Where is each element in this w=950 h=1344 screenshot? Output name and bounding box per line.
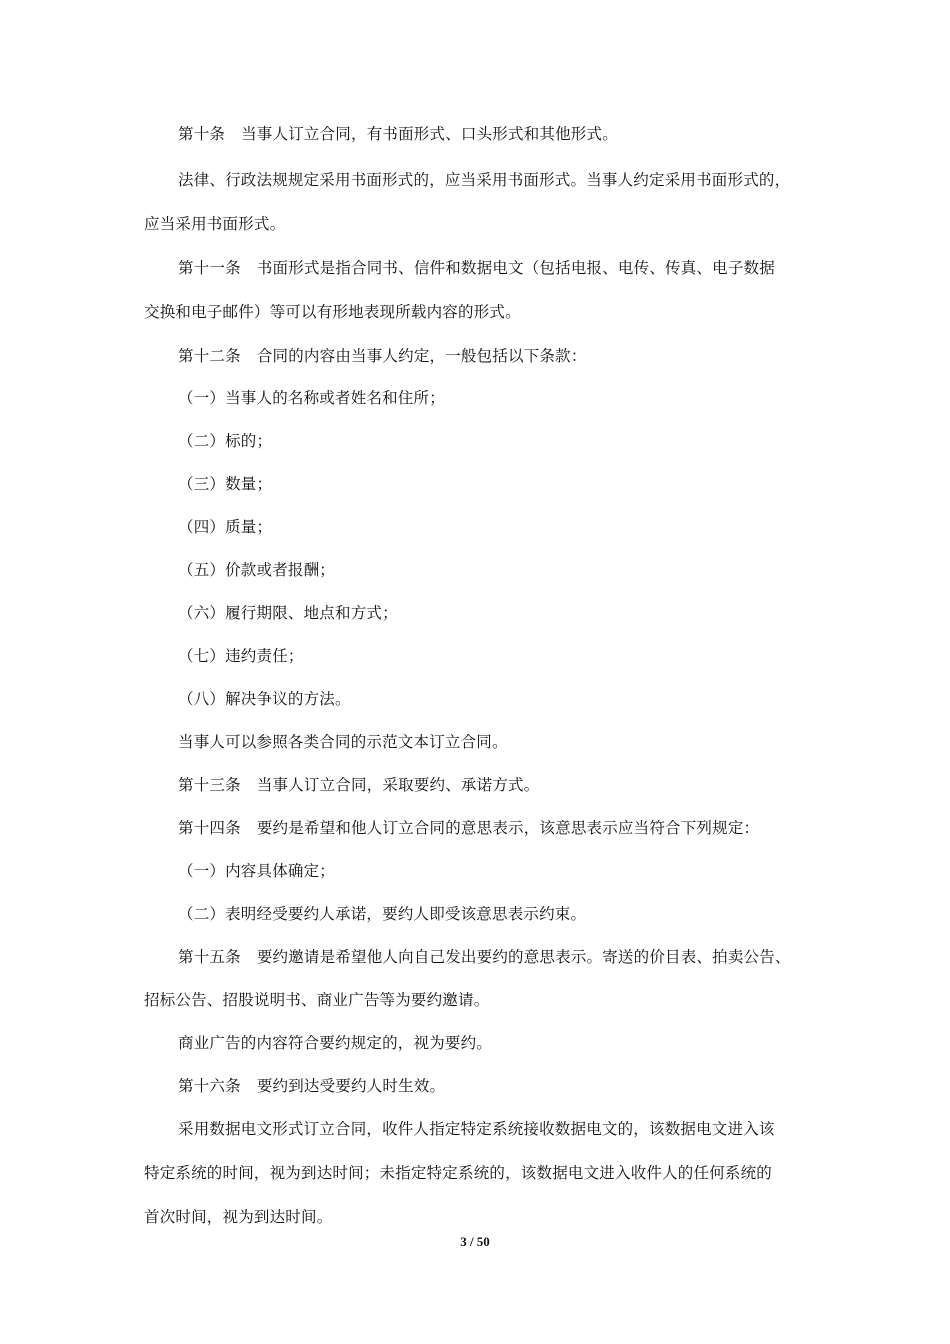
line-text: 要约到达受要约人时生效。 bbox=[256, 1077, 446, 1095]
paragraph-line bbox=[144, 212, 285, 236]
list-item bbox=[178, 386, 445, 410]
article-label: 第十六条 bbox=[178, 1077, 241, 1095]
article-10-line bbox=[178, 122, 618, 146]
paragraph-line bbox=[178, 168, 790, 192]
line-text: （八）解决争议的方法。 bbox=[178, 690, 351, 708]
line-text: 合同的内容由当事人约定，一般包括以下条款： bbox=[256, 347, 587, 365]
paragraph-line bbox=[178, 730, 508, 754]
line-text: 采用数据电文形式订立合同，收件人指定特定系统接收数据电文的，该数据电文进入该 bbox=[178, 1120, 775, 1138]
line-text: （一）内容具体确定； bbox=[178, 862, 336, 880]
list-item bbox=[178, 644, 304, 668]
paragraph-line bbox=[178, 1031, 492, 1055]
line-text: 商业广告的内容符合要约规定的，视为要约。 bbox=[178, 1034, 493, 1052]
line-text: （三）数量； bbox=[178, 475, 273, 493]
line-text: 当事人订立合同，采取要约、承诺方式。 bbox=[256, 776, 540, 794]
line-text: （七）违约责任； bbox=[178, 647, 304, 665]
article-label: 第十二条 bbox=[178, 347, 241, 365]
line-text: 特定系统的时间，视为到达时间；未指定特定系统的，该数据电文进入收件人的任何系统的 bbox=[144, 1164, 773, 1182]
line-text: （四）质量； bbox=[178, 518, 273, 536]
line-text: （二）标的； bbox=[178, 432, 273, 450]
article-label: 第十三条 bbox=[178, 776, 241, 794]
list-item bbox=[178, 558, 335, 582]
paragraph-line bbox=[144, 1161, 772, 1185]
line-text: 要约邀请是希望他人向自己发出要约的意思表示。寄送的价目表、拍卖公告、 bbox=[256, 948, 791, 966]
line-text: 首次时间，视为到达时间。 bbox=[144, 1208, 333, 1226]
line-text: 招标公告、招股说明书、商业广告等为要约邀请。 bbox=[144, 991, 490, 1009]
paragraph-line bbox=[144, 300, 521, 324]
article-label: 第十条 bbox=[178, 125, 226, 143]
line-text: 要约是希望和他人订立合同的意思表示，该意思表示应当符合下列规定： bbox=[256, 819, 760, 837]
article-14-line bbox=[178, 816, 759, 840]
line-text: （二）表明经受要约人承诺，要约人即受该意思表示约束。 bbox=[178, 905, 587, 923]
line-text: 交换和电子邮件）等可以有形地表现所载内容的形式。 bbox=[144, 303, 521, 321]
article-11-line bbox=[178, 256, 775, 280]
paragraph-line bbox=[144, 988, 489, 1012]
line-text: 书面形式是指合同书、信件和数据电文（包括电报、电传、传真、电子数据 bbox=[256, 259, 775, 277]
paragraph-line bbox=[144, 1205, 332, 1229]
list-item bbox=[178, 601, 398, 625]
paragraph-line bbox=[178, 1117, 775, 1141]
page-number: 3 / 50 bbox=[460, 1234, 490, 1249]
article-13-line bbox=[178, 773, 539, 797]
list-item bbox=[178, 687, 351, 711]
list-item bbox=[178, 859, 335, 883]
list-item bbox=[178, 515, 272, 539]
article-12-line bbox=[178, 344, 587, 368]
list-item bbox=[178, 902, 586, 926]
line-text: （五）价款或者报酬； bbox=[178, 561, 336, 579]
line-text: （六）履行期限、地点和方式； bbox=[178, 604, 398, 622]
line-text: 当事人可以参照各类合同的示范文本订立合同。 bbox=[178, 733, 508, 751]
article-label: 第十四条 bbox=[178, 819, 241, 837]
list-item bbox=[178, 429, 272, 453]
line-text: 法律、行政法规规定采用书面形式的，应当采用书面形式。当事人约定采用书面形式的， bbox=[178, 171, 791, 189]
line-text: （一）当事人的名称或者姓名和住所； bbox=[178, 389, 445, 407]
article-15-line bbox=[178, 945, 791, 969]
article-16-line bbox=[178, 1074, 445, 1098]
line-text: 当事人订立合同，有书面形式、口头形式和其他形式。 bbox=[241, 125, 618, 143]
article-label: 第十五条 bbox=[178, 948, 241, 966]
article-label: 第十一条 bbox=[178, 259, 241, 277]
list-item bbox=[178, 472, 272, 496]
line-text: 应当采用书面形式。 bbox=[144, 215, 286, 233]
